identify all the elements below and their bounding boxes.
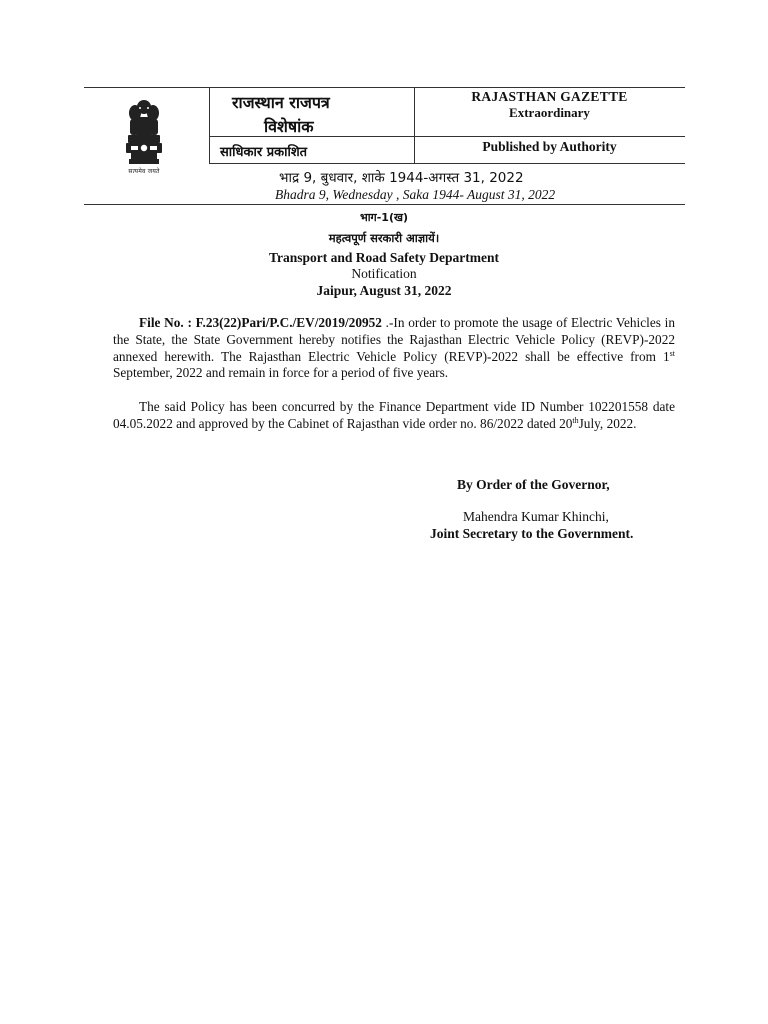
signatory-name: Mahendra Kumar Khinchi, — [463, 509, 609, 524]
place-and-date: Jaipur, August 31, 2022 — [316, 283, 452, 298]
notification-paragraph-1 — [113, 315, 675, 382]
masthead-divider-left — [209, 87, 210, 164]
paragraph-2-text-end: July, 2022. — [578, 415, 637, 431]
gazette-title-english: RAJASTHAN GAZETTE — [471, 89, 628, 104]
paragraph-1-text: .-In order to promote the usage of Electric Vehicles in the State, the State Government hereby notifies the Rajasthan Electric Vehicle Policy (REVP)-2022 annexed herewith. The Rajasthan Electric Vehicle Policy (REVP)-2022 shall be effective from 1 — [113, 315, 675, 364]
issue-date-english: Bhadra 9, Wednesday , Saka 1944- August 31, 2022 — [275, 187, 556, 202]
published-by-authority-hindi: साधिकार प्रकाशित — [220, 145, 308, 160]
part-label: भाग-1(ख) — [359, 211, 409, 224]
by-order-line: By Order of the Governor, — [457, 477, 610, 492]
ordinal-suffix: st — [669, 348, 675, 358]
section-heading: महत्वपूर्ण सरकारी आज्ञायें। — [328, 231, 440, 245]
ordinal-suffix: th — [572, 415, 579, 425]
gazette-masthead — [84, 87, 685, 205]
masthead-date-rule — [209, 163, 685, 164]
signatory-designation: Joint Secretary to the Government. — [430, 526, 634, 541]
masthead-bottom-rule — [84, 204, 685, 205]
masthead-top-rule — [84, 87, 685, 88]
gazette-title-hindi: राजस्थान राजपत्र — [232, 93, 330, 112]
file-number: File No. : F.23(22)Pari/P.C./EV/2019/20952 — [139, 315, 382, 330]
gazette-extraordinary-english: Extraordinary — [509, 105, 590, 120]
department-name: Transport and Road Safety Department — [269, 250, 499, 265]
document-type: Notification — [351, 266, 417, 281]
paragraph-1-text-end: September, 2022 and remain in force for a period of five years. — [113, 365, 449, 381]
published-by-authority-english: Published by Authority — [482, 139, 617, 154]
emblem-motto: सत्यमेव जयते — [128, 168, 160, 175]
gazette-extraordinary-hindi: विशेषांक — [264, 117, 314, 136]
paragraph-2-text: The said Policy has been concurred by the Finance Department vide ID Number 102201558 date 04.05.2022 and approved by the Cabinet of Rajasthan vide order no. 86/2022 dated 20 — [113, 399, 675, 431]
notification-paragraph-2 — [113, 399, 675, 433]
issue-date-hindi: भाद्र 9, बुधवार, शाके 1944-अगस्त 31, 2022 — [279, 170, 524, 186]
